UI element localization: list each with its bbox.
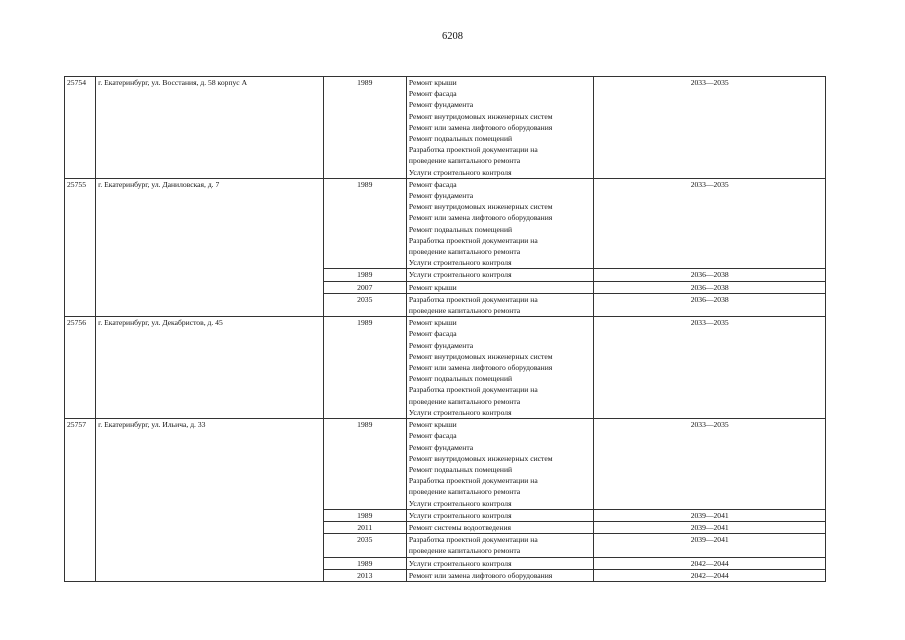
year-cell: 2011	[323, 521, 406, 533]
work-item: проведение капитального ремонта	[408, 487, 521, 497]
period-cell: 2039—2041	[594, 521, 826, 533]
year-cell: 1989	[323, 77, 406, 179]
record-id: 25756	[65, 317, 96, 419]
work-item: Ремонт фундамента	[408, 191, 474, 201]
work-item: Ремонт фундамента	[408, 442, 474, 452]
work-item: Ремонт фасада	[408, 89, 457, 99]
works-cell	[406, 293, 593, 316]
table-row	[65, 178, 826, 269]
table-row	[65, 77, 826, 179]
work-item: Ремонт фасада	[408, 431, 457, 441]
table-row	[65, 419, 826, 510]
work-item: проведение капитального ремонта	[408, 156, 521, 166]
work-item: Ремонт подвальных помещений	[408, 464, 513, 474]
year-cell: 2035	[323, 534, 406, 557]
year-cell: 2013	[323, 569, 406, 581]
period-cell: 2036—2038	[594, 293, 826, 316]
year-cell: 1989	[323, 557, 406, 569]
work-item: Разработка проектной документации на	[408, 385, 538, 395]
work-item: Разработка проектной документации на	[408, 145, 538, 155]
works-cell	[406, 509, 593, 521]
work-item: Услуги строительного контроля	[408, 407, 512, 417]
work-item: Ремонт внутридомовых инженерных систем	[408, 351, 553, 361]
works-cell	[406, 521, 593, 533]
works-cell	[406, 419, 593, 510]
work-item: Ремонт фасада	[408, 329, 457, 339]
work-item: Ремонт внутридомовых инженерных систем	[408, 453, 553, 463]
period-cell: 2033—2035	[594, 317, 826, 419]
work-item: Ремонт фасада	[408, 179, 457, 189]
year-cell: 1989	[323, 419, 406, 510]
period-cell: 2033—2035	[594, 178, 826, 269]
period-cell: 2033—2035	[594, 419, 826, 510]
period-cell: 2042—2044	[594, 557, 826, 569]
period-cell: 2039—2041	[594, 534, 826, 557]
works-cell	[406, 178, 593, 269]
record-id: 25757	[65, 419, 96, 582]
year-cell: 1989	[323, 509, 406, 521]
year-cell: 1989	[323, 317, 406, 419]
works-cell	[406, 557, 593, 569]
works-cell	[406, 317, 593, 419]
year-cell: 1989	[323, 269, 406, 281]
works-cell	[406, 269, 593, 281]
year-cell: 1989	[323, 178, 406, 269]
year-cell: 2007	[323, 281, 406, 293]
period-cell: 2039—2041	[594, 509, 826, 521]
work-item: Ремонт крыши	[408, 282, 457, 292]
works-cell	[406, 569, 593, 581]
work-item: Ремонт или замена лифтового оборудования	[408, 570, 553, 580]
work-item: Услуги строительного контроля	[408, 558, 512, 568]
work-item: Ремонт внутридомовых инженерных систем	[408, 202, 553, 212]
work-item: Разработка проектной документации на	[408, 294, 538, 304]
work-item: Ремонт или замена лифтового оборудования	[408, 363, 553, 373]
works-cell	[406, 281, 593, 293]
page-number: 6208	[442, 31, 463, 42]
period-cell: 2036—2038	[594, 269, 826, 281]
work-item: Ремонт крыши	[408, 78, 457, 87]
work-item: Услуги строительного контроля	[408, 270, 512, 280]
work-item: Ремонт или замена лифтового оборудования	[408, 122, 553, 132]
period-cell: 2042—2044	[594, 569, 826, 581]
work-item: Услуги строительного контроля	[408, 510, 512, 520]
document-table-container	[64, 76, 826, 640]
work-item: Услуги строительного контроля	[408, 498, 512, 508]
work-item: Ремонт системы водоотведения	[408, 522, 512, 532]
work-item: проведение капитального ремонта	[408, 306, 521, 316]
period-cell: 2033—2035	[594, 77, 826, 179]
work-item: Ремонт фундамента	[408, 340, 474, 350]
table-row	[65, 317, 826, 419]
building-address: г. Екатеринбург, ул. Даниловская, д. 7	[96, 178, 324, 316]
works-cell	[406, 534, 593, 557]
work-item: Ремонт крыши	[408, 420, 457, 430]
work-item: Разработка проектной документации на	[408, 235, 538, 245]
work-item: Ремонт крыши	[408, 318, 457, 328]
work-item: проведение капитального ремонта	[408, 247, 521, 257]
works-cell	[406, 77, 593, 179]
work-item: Ремонт или замена лифтового оборудования	[408, 213, 553, 223]
work-item: Услуги строительного контроля	[408, 258, 512, 268]
work-item: проведение капитального ремонта	[408, 546, 521, 556]
period-cell: 2036—2038	[594, 281, 826, 293]
record-id: 25754	[65, 77, 96, 179]
building-address: г. Екатеринбург, ул. Восстания, д. 58 корпус А	[96, 77, 324, 179]
work-item: Ремонт подвальных помещений	[408, 134, 513, 144]
building-address: г. Екатеринбург, ул. Ильича, д. 33	[96, 419, 324, 582]
record-id: 25755	[65, 178, 96, 316]
work-item: Услуги строительного контроля	[408, 167, 512, 177]
year-cell: 2035	[323, 293, 406, 316]
work-item: Ремонт фундамента	[408, 100, 474, 110]
building-address: г. Екатеринбург, ул. Декабристов, д. 45	[96, 317, 324, 419]
work-item: Ремонт внутридомовых инженерных систем	[408, 111, 553, 121]
repair-schedule-table	[64, 76, 826, 582]
work-item: Разработка проектной документации на	[408, 535, 538, 545]
work-item: Разработка проектной документации на	[408, 476, 538, 486]
work-item: проведение капитального ремонта	[408, 396, 521, 406]
work-item: Ремонт подвальных помещений	[408, 374, 513, 384]
table-body	[65, 77, 826, 582]
work-item: Ремонт подвальных помещений	[408, 224, 513, 234]
